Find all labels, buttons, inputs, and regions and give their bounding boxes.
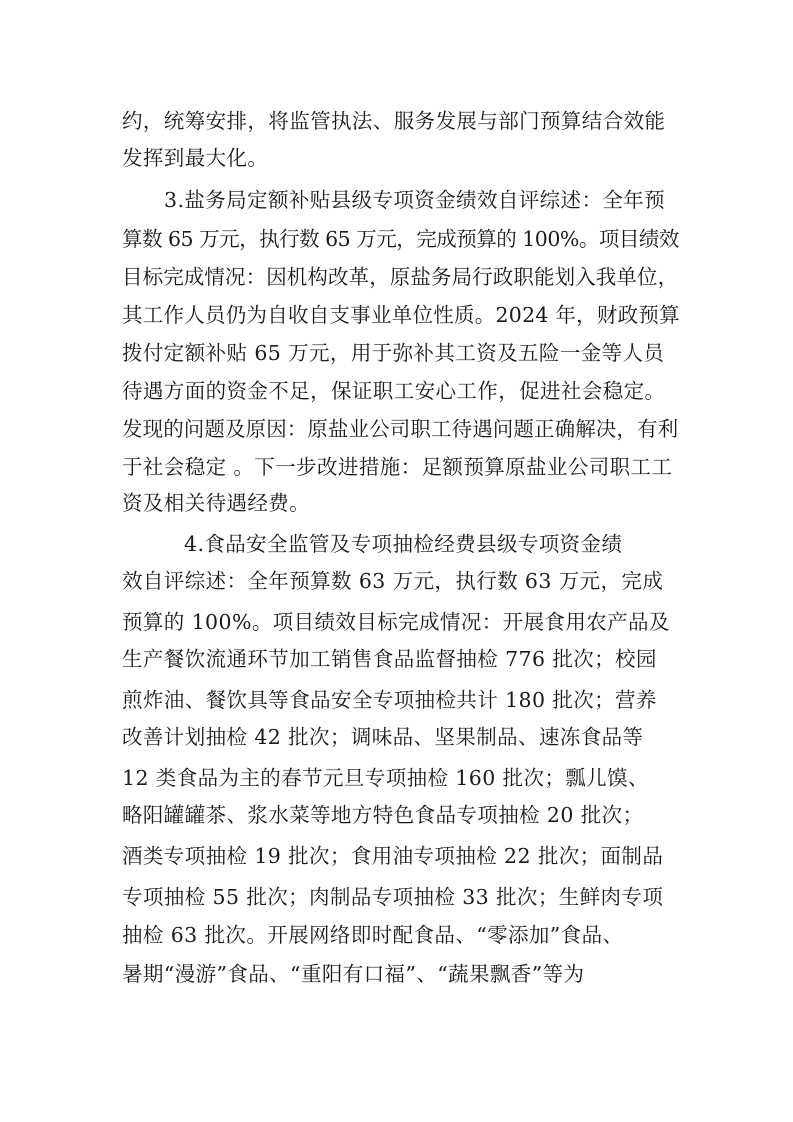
text-line: 3.盐务局定额补贴县级专项资金绩效自评综述：全年预 xyxy=(164,188,666,212)
text-line: 专项抽检 55 批次；肉制品专项抽检 33 批次；生鲜肉专项 xyxy=(122,885,664,909)
text-line: 抽检 63 批次。开展网络即时配食品、“零添加”食品、 xyxy=(122,923,624,947)
text-line: 算数 65 万元，执行数 65 万元，完成预算的 100%。项目绩效 xyxy=(122,227,679,251)
text-line: 预算的 100%。项目绩效目标完成情况：开展食用农产品及 xyxy=(122,610,670,634)
text-line: 生产餐饮流通环节加工销售食品监督抽检 776 批次；校园 xyxy=(122,647,657,671)
text-line: 暑期“漫游”食品、“重阳有口福”、“蔬果飘香”等为 xyxy=(122,962,585,986)
text-line: 目标完成情况：因机构改革，原盐务局行政职能划入我单位， xyxy=(122,265,679,289)
text-line: 其工作人员仍为自收自支事业单位性质。2024 年，财政预算 xyxy=(122,303,680,327)
text-line: 4.食品安全监管及专项抽检经费县级专项资金绩 xyxy=(184,532,623,556)
text-line: 资及相关待遇经费。 xyxy=(122,491,311,515)
text-line: 效自评综述：全年预算数 63 万元，执行数 63 万元，完成 xyxy=(122,569,664,593)
text-line: 略阳罐罐茶、浆水菜等地方特色食品专项抽检 20 批次； xyxy=(122,803,644,827)
text-line: 拨付定额补贴 65 万元，用于弥补其工资及五险一金等人员 xyxy=(122,341,665,365)
text-line: 煎炸油、餐饮具等食品安全专项抽检共计 180 批次；营养 xyxy=(122,688,657,712)
text-line: 待遇方面的资金不足，保证职工安心工作，促进社会稳定。 xyxy=(122,379,666,403)
text-line: 酒类专项抽检 19 批次；食用油专项抽检 22 批次；面制品 xyxy=(122,844,664,868)
text-line: 12 类食品为主的春节元旦专项抽检 160 批次；瓢儿馍、 xyxy=(122,766,649,790)
text-line: 约，统筹安排，将监管执法、服务发展与部门预算结合效能 xyxy=(122,109,666,133)
text-line: 改善计划抽检 42 批次；调味品、坚果制品、速冻食品等 xyxy=(122,725,644,749)
text-line: 发现的问题及原因：原盐业公司职工待遇问题正确解决，有利 xyxy=(122,417,679,441)
text-line: 发挥到最大化。 xyxy=(122,146,269,170)
text-line: 于社会稳定 。下一步改进措施：足额预算原盐业公司职工工 xyxy=(122,455,673,479)
